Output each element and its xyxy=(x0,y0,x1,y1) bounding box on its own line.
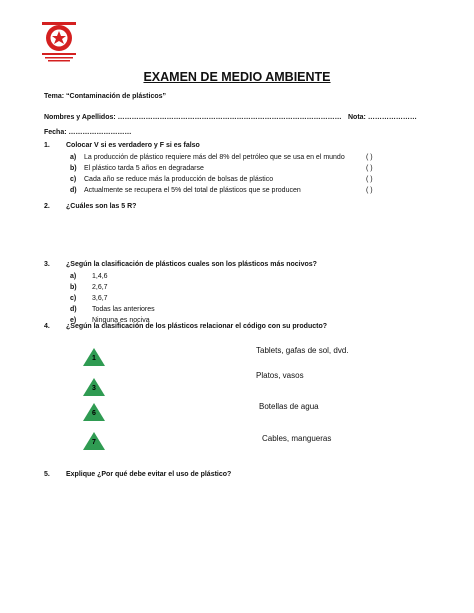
q1-item-letter: b) xyxy=(70,165,77,172)
q1-answer-box[interactable]: ( ) xyxy=(366,165,373,172)
code-triangle[interactable] xyxy=(83,348,105,366)
school-crest-icon xyxy=(34,22,84,64)
q1-item-text: Actualmente se recupera el 5% del total de plásticos que se producen xyxy=(84,187,301,194)
q2-number: 2. xyxy=(44,203,50,210)
q3-text: ¿Según la clasificación de plásticos cuales son los plásticos más nocivos? xyxy=(66,261,317,268)
q3-option-text[interactable]: Todas las anteriores xyxy=(92,306,155,313)
product-label[interactable]: Botellas de agua xyxy=(259,402,319,411)
q1-item-letter: c) xyxy=(70,176,77,183)
code-number: 1 xyxy=(92,355,96,362)
q1-answer-box[interactable]: ( ) xyxy=(366,187,373,194)
q3-option-text[interactable]: 2,6,7 xyxy=(92,284,108,291)
q1-answer-box[interactable]: ( ) xyxy=(366,176,373,183)
tema-label: Tema: “Contaminación de plásticos” xyxy=(44,93,167,100)
q3-option-letter: c) xyxy=(70,295,77,302)
q3-option-letter: d) xyxy=(70,306,77,313)
q5-number: 5. xyxy=(44,471,50,478)
code-number: 7 xyxy=(92,439,96,446)
exam-title: EXAMEN DE MEDIO AMBIENTE xyxy=(143,70,331,84)
q1-item-text: La producción de plástico requiere más del 8% del petróleo que se usa en el mundo xyxy=(84,154,345,161)
q2-text: ¿Cuáles son las 5 R? xyxy=(66,203,137,210)
code-triangle[interactable] xyxy=(83,378,105,396)
q1-item-text: El plástico tarda 5 años en degradarse xyxy=(84,165,204,172)
product-label[interactable]: Platos, vasos xyxy=(256,371,304,380)
q3-option-text[interactable]: 3,6,7 xyxy=(92,295,108,302)
q3-option-letter: b) xyxy=(70,284,77,291)
q4-number: 4. xyxy=(44,323,50,330)
product-label[interactable]: Tablets, gafas de sol, dvd. xyxy=(256,346,349,355)
q3-option-text[interactable]: Ninguna es nociva xyxy=(92,317,150,324)
q3-option-letter: e) xyxy=(70,317,77,324)
code-number: 6 xyxy=(92,410,96,417)
q1-answer-box[interactable]: ( ) xyxy=(366,154,373,161)
code-number: 3 xyxy=(92,385,96,392)
q4-text: ¿Según la clasificación de los plásticos relacionar el código con su producto? xyxy=(66,323,328,330)
nombres-field[interactable]: Nombres y Apellidos: …………………………………………………………………………………… xyxy=(44,114,342,121)
q3-number: 3. xyxy=(44,261,50,268)
q1-number: 1. xyxy=(44,142,50,149)
code-triangle[interactable] xyxy=(83,432,105,450)
q3-option-letter: a) xyxy=(70,273,77,280)
q1-item-text: Cada año se reduce más la producción de bolsas de plástico xyxy=(84,176,274,183)
q1-item-letter: d) xyxy=(70,187,77,194)
school-logo xyxy=(34,22,84,64)
q5-text: Explique ¿Por qué debe evitar el uso de plástico? xyxy=(66,471,232,478)
code-triangle[interactable] xyxy=(83,403,105,421)
fecha-field[interactable]: Fecha: ……………………… xyxy=(44,129,132,136)
q1-text: Colocar V si es verdadero y F si es falso xyxy=(66,142,200,149)
nota-field[interactable]: Nota: ………………… xyxy=(348,114,417,121)
product-label[interactable]: Cables, mangueras xyxy=(262,434,332,443)
q1-item-letter: a) xyxy=(70,154,77,161)
q3-option-text[interactable]: 1,4,6 xyxy=(92,273,108,280)
